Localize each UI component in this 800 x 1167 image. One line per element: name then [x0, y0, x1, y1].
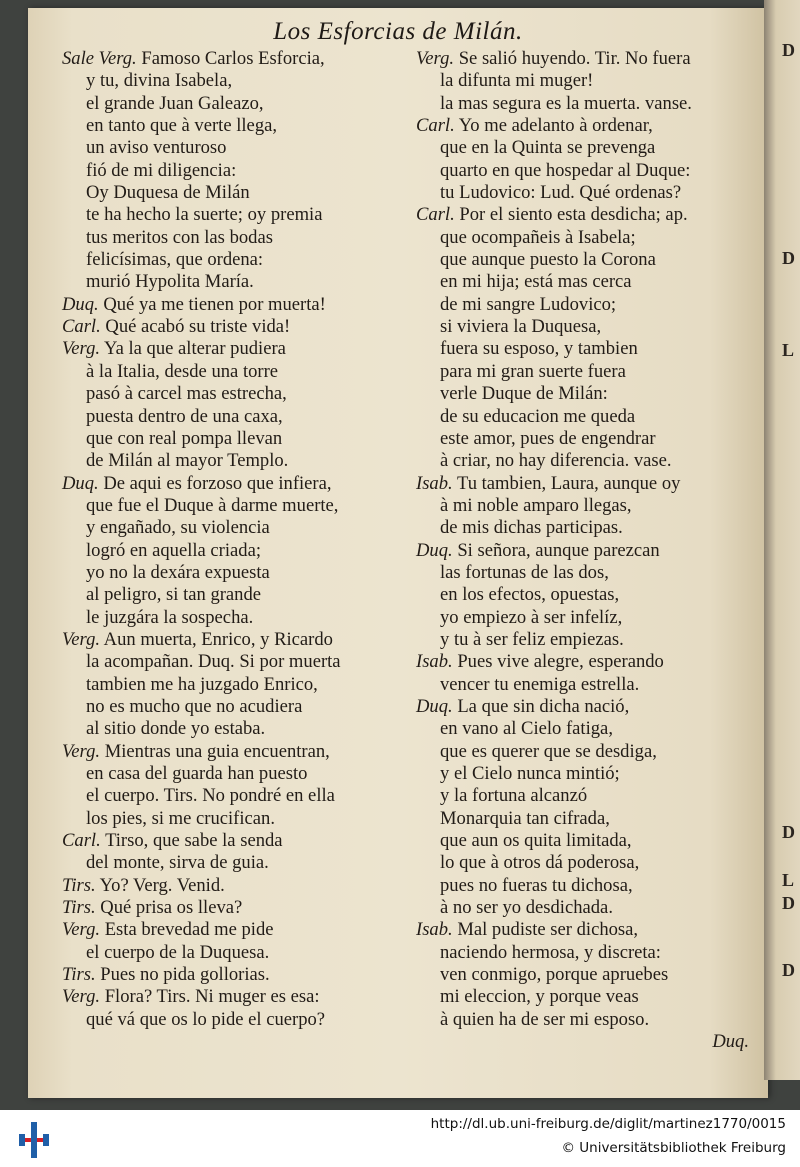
right_column-line — [416, 428, 761, 450]
verse-text: à criar, no hay diferencia. vase. — [440, 450, 672, 472]
left_column-line — [62, 718, 402, 740]
verse-text: qué vá que os lo pide el cuerpo? — [86, 1008, 326, 1030]
left_column-line — [62, 428, 402, 450]
catchword — [416, 1031, 761, 1053]
right_column-line — [416, 629, 761, 651]
left_column-line — [62, 204, 402, 226]
verse-text: la acompañan. Duq. Si por muerta — [86, 651, 341, 673]
speaker-name: Verg. — [416, 48, 455, 69]
verse-text: tambien me ha juzgado Enrico, — [86, 673, 318, 695]
verse-text: que ocompañeis à Isabela; — [440, 226, 636, 248]
left_column-line — [62, 540, 402, 562]
verse-text: Qué prisa os lleva? — [100, 897, 243, 919]
left_column-line — [62, 852, 402, 874]
verse-text: en vano al Cielo fatiga, — [440, 718, 613, 740]
left_column-line — [62, 1009, 402, 1031]
right_column-line — [416, 741, 761, 763]
footer-bar — [0, 1110, 800, 1167]
verse-text: ven conmigo, porque apruebes — [440, 964, 669, 986]
left_column-line — [62, 249, 402, 271]
left_column-line — [62, 406, 402, 428]
right_column-line — [416, 718, 761, 740]
left_column-line — [62, 338, 402, 360]
right_column-line — [416, 763, 761, 785]
verse-text: que aunque puesto la Corona — [440, 249, 656, 271]
verse-text: al peligro, si tan grande — [86, 584, 262, 606]
left_column-line — [62, 48, 402, 70]
right_column-line — [416, 182, 761, 204]
verse-text: en mi hija; está mas cerca — [440, 271, 632, 293]
right_column-line — [416, 137, 761, 159]
verse-text: à mi noble amparo llegas, — [440, 494, 632, 516]
speaker-name: Tirs. — [62, 874, 96, 896]
verse-text: tus meritos con las bodas — [86, 226, 273, 248]
speaker-name: Duq. — [62, 472, 99, 494]
left_column-line — [62, 271, 402, 293]
verse-text: y tu à ser feliz empiezas. — [440, 628, 624, 650]
verse-text: en casa del guarda han puesto — [86, 763, 308, 784]
verse-text: puesta dentro de una caxa, — [86, 405, 283, 427]
left_column-line — [62, 584, 402, 606]
left_column-line — [62, 473, 402, 495]
verse-text: à quien ha de ser mi esposo. — [440, 1008, 650, 1030]
verse-text: las fortunas de las dos, — [440, 561, 609, 583]
left_column-line — [62, 93, 402, 115]
verse-text: que es querer que se desdiga, — [440, 740, 657, 762]
verse-text: y engañado, su violencia — [86, 517, 270, 539]
left_column-line — [62, 674, 402, 696]
left_column-line — [62, 942, 402, 964]
left_column-line — [62, 316, 402, 338]
right_column-line — [416, 986, 761, 1008]
right_column-line — [416, 696, 761, 718]
right_column-line — [416, 115, 761, 137]
left_column-line — [62, 383, 402, 405]
verse-text: fuera su esposo, y tambien — [440, 338, 638, 360]
verse-text: en los efectos, opuestas, — [440, 584, 620, 606]
verse-text: Qué ya me tienen por muerta! — [103, 293, 326, 315]
speaker-name: Tirs. — [62, 897, 96, 919]
left_column-line — [62, 919, 402, 941]
left_column-line — [62, 115, 402, 137]
right_column-line — [416, 562, 761, 584]
verse-text: murió Hypolita María. — [86, 271, 254, 293]
right_column-line — [416, 338, 761, 360]
speaker-name: Isab. — [416, 919, 453, 941]
verse-text: felicísimas, que ordena: — [86, 249, 264, 271]
speaker-name: Verg. — [62, 740, 101, 762]
verse-text: un aviso venturoso — [86, 137, 227, 159]
edge-letter: D — [782, 248, 795, 268]
speaker-name: Verg. — [62, 919, 101, 941]
verse-text: el cuerpo. Tirs. No pondré en ella — [86, 785, 335, 807]
right_column-line — [416, 674, 761, 696]
verse-text: Tu tambien, Laura, aunque oy — [456, 472, 681, 494]
right_column-line — [416, 70, 761, 92]
page-header-title: Los Esforcias de Milán. — [273, 18, 523, 45]
right_column-line — [416, 875, 761, 897]
right_column-line — [416, 942, 761, 964]
speaker-name: Carl. — [62, 316, 101, 338]
verse-text: de mi sangre Ludovico; — [440, 293, 617, 315]
verse-text: para mi gran suerte fuera — [440, 360, 626, 382]
edge-letter: L — [782, 340, 795, 360]
left_column-line — [62, 808, 402, 830]
left_column-line — [62, 182, 402, 204]
right_column-line — [416, 93, 761, 115]
verse-text: y el Cielo nunca mintió; — [440, 763, 620, 784]
left_column-line — [62, 517, 402, 539]
edge-letter: L — [782, 870, 795, 890]
edge-letter: D — [782, 960, 795, 980]
left_column-line — [62, 785, 402, 807]
verse-text: Tirso, que sabe la senda — [105, 830, 283, 852]
verse-text: à la Italia, desde una torre — [86, 360, 279, 382]
verse-text: Mientras una guia encuentran, — [104, 740, 330, 762]
right_column-line — [416, 1009, 761, 1031]
verse-text: yo no la dexára expuesta — [86, 561, 270, 583]
verse-text: Yo me adelanto à ordenar, — [458, 115, 653, 137]
left_column-line — [62, 651, 402, 673]
left_column-line — [62, 741, 402, 763]
verse-text: logró en aquella criada; — [86, 539, 262, 561]
library-logo-icon — [14, 1120, 54, 1160]
speaker-name: Duq. — [62, 293, 99, 315]
speaker-name: Sale Verg. — [62, 48, 137, 69]
speaker-name: Verg. — [62, 986, 101, 1008]
verse-text: pues no fueras tu dichosa, — [440, 874, 633, 896]
verse-text: y la fortuna alcanzó — [440, 785, 588, 807]
verse-text: pasó à carcel mas estrecha, — [86, 383, 287, 405]
left_column-line — [62, 137, 402, 159]
verse-text: quarto en que hospedar al Duque: — [440, 159, 691, 181]
verse-text: te ha hecho la suerte; oy premia — [86, 204, 323, 226]
speaker-name: Duq. — [416, 539, 453, 561]
verse-text: en tanto que à verte llega, — [86, 115, 278, 137]
verse-text: de su educacion me queda — [440, 405, 636, 427]
right_column-line — [416, 406, 761, 428]
verse-text: no es mucho que no acudiera — [86, 695, 303, 717]
verse-text: Pues vive alegre, esperando — [457, 651, 664, 673]
left_column-line — [62, 830, 402, 852]
right_column-line — [416, 48, 761, 70]
left_column-line — [62, 294, 402, 316]
right_column-line — [416, 607, 761, 629]
verse-text: naciendo hermosa, y discreta: — [440, 941, 661, 963]
speaker-name: Carl. — [416, 204, 455, 226]
verse-text: que con real pompa llevan — [86, 427, 283, 449]
speaker-name: Isab. — [416, 472, 453, 494]
right_column-line — [416, 316, 761, 338]
speaker-name: Tirs. — [62, 964, 96, 986]
right_column-line — [416, 473, 761, 495]
verse-text: que aun os quita limitada, — [440, 830, 632, 852]
verse-text: que fue el Duque à darme muerte, — [86, 494, 339, 516]
verse-text: al sitio donde yo estaba. — [86, 718, 266, 740]
verse-text: Pues no pida gollorias. — [100, 964, 270, 986]
verse-text: y tu, divina Isabela, — [86, 70, 233, 92]
verse-text: verle Duque de Milán: — [440, 383, 608, 405]
verse-text: Famoso Carlos Esforcia, — [141, 48, 325, 69]
right_column-line — [416, 651, 761, 673]
left_column-line — [62, 227, 402, 249]
verse-text: fió de mi diligencia: — [86, 159, 237, 181]
source-url[interactable]: http://dl.ub.uni-freiburg.de/diglit/martinez1770/0015 — [430, 1116, 786, 1132]
verse-text: Yo? Verg. Venid. — [99, 874, 225, 896]
speaker-name: Verg. — [62, 338, 101, 360]
right_column-line — [416, 964, 761, 986]
verse-text: Monarquia tan cifrada, — [440, 807, 610, 829]
speaker-name: Carl. — [416, 115, 455, 137]
left_column-line — [62, 763, 402, 785]
left_column-line — [62, 160, 402, 182]
verse-text: de Milán al mayor Templo. — [86, 450, 289, 472]
right_column-line — [416, 517, 761, 539]
verse-text: la mas segura es la muerta. vanse. — [440, 92, 692, 114]
left_column-line — [62, 495, 402, 517]
right_column-line — [416, 897, 761, 919]
verse-text: Qué acabó su triste vida! — [105, 316, 291, 338]
left_column-line — [62, 70, 402, 92]
verse-text: que en la Quinta se prevenga — [440, 137, 656, 159]
right_column-line — [416, 361, 761, 383]
right_column-line — [416, 852, 761, 874]
verse-text: este amor, pues de engendrar — [440, 427, 656, 449]
right_column-line — [416, 160, 761, 182]
edge-letter: D — [782, 822, 795, 842]
right_column-line — [416, 249, 761, 271]
verse-text: De aqui es forzoso que infiera, — [103, 472, 332, 494]
verse-text: Mal pudiste ser dichosa, — [457, 919, 639, 941]
right_column-line — [416, 785, 761, 807]
verse-text: los pies, si me crucifican. — [86, 807, 275, 829]
right_column-line — [416, 450, 761, 472]
speaker-name: Carl. — [62, 830, 101, 852]
left_column-line — [62, 361, 402, 383]
verse-text: Por el siento esta desdicha; ap. — [459, 204, 688, 226]
verse-text: vencer tu enemiga estrella. — [440, 673, 640, 695]
left_column-line — [62, 897, 402, 919]
left_column-line — [62, 986, 402, 1008]
verse-text: Se salió huyendo. Tir. No fuera — [458, 48, 691, 69]
speaker-name: Duq. — [416, 695, 453, 717]
right_column-line — [416, 383, 761, 405]
verse-text: tu Ludovico: Lud. Qué ordenas? — [440, 182, 682, 204]
verse-text: mi eleccion, y porque veas — [440, 986, 639, 1008]
right_column-line — [416, 830, 761, 852]
right_column-line — [416, 294, 761, 316]
verse-text: la difunta mi muger! — [440, 70, 594, 92]
verse-text: La que sin dicha nació, — [457, 695, 630, 717]
verse-text: Esta brevedad me pide — [104, 919, 274, 941]
left_column-line — [62, 450, 402, 472]
verse-text: de mis dichas participas. — [440, 517, 623, 539]
right_column-line — [416, 271, 761, 293]
left-text-column — [62, 48, 402, 1031]
left_column-line — [62, 629, 402, 651]
left_column-line — [62, 964, 402, 986]
speaker-name: Isab. — [416, 651, 453, 673]
right_column-line — [416, 584, 761, 606]
copyright-notice: © Universitätsbibliothek Freiburg — [561, 1140, 786, 1156]
verse-text: Flora? Tirs. Ni muger es esa: — [104, 986, 320, 1008]
speaker-name: Verg. — [62, 628, 101, 650]
edge-letter: D — [782, 893, 795, 913]
right-text-column — [416, 48, 761, 1053]
verse-text: Oy Duquesa de Milán — [86, 182, 250, 204]
edge-letter: D — [782, 40, 795, 60]
verse-text: le juzgára la sospecha. — [86, 606, 254, 628]
left_column-line — [62, 696, 402, 718]
left_column-line — [62, 607, 402, 629]
verse-text: Ya la que alterar pudiera — [104, 338, 286, 360]
right_column-line — [416, 495, 761, 517]
verse-text: yo empiezo à ser infelíz, — [440, 606, 623, 628]
left_column-line — [62, 875, 402, 897]
verse-text: à no ser yo desdichada. — [440, 897, 613, 919]
verse-text: si viviera la Duquesa, — [440, 316, 602, 338]
right_column-line — [416, 808, 761, 830]
verse-text: el grande Juan Galeazo, — [86, 92, 264, 114]
right_column-line — [416, 227, 761, 249]
right_column-line — [416, 204, 761, 226]
verse-text: lo que à otros dá poderosa, — [440, 852, 640, 874]
catchword-text: Duq. — [712, 1031, 749, 1053]
verse-text: Si señora, aunque parezcan — [457, 539, 660, 561]
right_column-line — [416, 540, 761, 562]
verse-text: Aun muerta, Enrico, y Ricardo — [103, 628, 333, 650]
next-page-edge — [764, 0, 800, 1080]
right_column-line — [416, 919, 761, 941]
verse-text: del monte, sirva de guia. — [86, 852, 269, 874]
verse-text: el cuerpo de la Duquesa. — [86, 941, 270, 963]
left_column-line — [62, 562, 402, 584]
